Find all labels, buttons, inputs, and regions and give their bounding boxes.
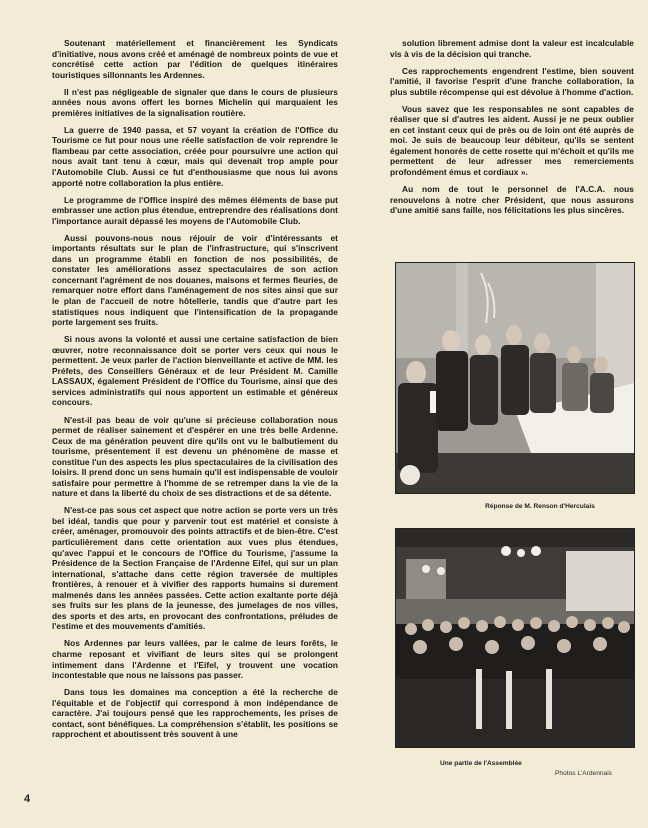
paragraph: Ces rapprochements engendrent l'estime, bien souvent l'amitié, il favorise l'esprit d'une franche collaboration, la plus subtile récompense qui est dévolue à l'homme d'action. [390, 65, 634, 97]
paragraph: N'est-il pas beau de voir qu'une si précieuse collaboration nous permet de réaliser sainement et d'espérer en une très belle Ardenne. Ceux de ma génération peuvent dire qu'ils ont vu le balbutiement du tourisme, présentement il est devenu un phénomène de masse et constitue l'un des aspects les plus spectaculaires de la civilisation des loisirs. Il prend donc un sens humain qu'il est indispensable de vouloir satisfaire pour permettre à l'homme de se retremper dans la vie de la nature et dans la liberté du choix de ses distractions et de sa détente. [52, 414, 338, 499]
right-text-column [390, 38, 634, 222]
speech-photo [395, 262, 635, 494]
paragraph: La guerre de 1940 passa, et 57 voyant la création de l'Office du Tourisme ce fut pour nous une réelle satisfaction de voir reprendre le flambeau par cette association, créée pour poursuivre une action qui nous avait tant tenu à cœur, mais qui devenait trop ample pour l'Automobile Club. Aussi ce fut d'enthousiasme que nous lui avons apporté notre collaboration la plus entière. [52, 124, 338, 188]
page-number: 4 [24, 793, 31, 805]
photo-credit: Photos L'Ardennais [555, 770, 612, 777]
paragraph: Si nous avons la volonté et aussi une certaine satisfaction de bien œuvrer, notre reconnaissance doit se porter vers ceux qui nous le permettent. Je veux parler de l'action bienveillante et active de MM. les Préfets, des Conseillers Généraux et de leur Président M. Camille LASSAUX, également Président de l'Office du Tourisme, ainsi que des services administratifs qui nous apportent un estimable et généreux concours. [52, 334, 338, 408]
paragraph: solution librement admise dont la valeur est incalculable vis à vis de la décision qui tranche. [390, 38, 634, 59]
photo-caption: Réponse de M. Renson d'Herculais [485, 503, 595, 510]
assembly-photo [395, 528, 635, 748]
photo-caption: Une partie de l'Assemblée [440, 760, 522, 767]
paragraph: Soutenant matériellement et financièrement les Syndicats d'initiative, nous avons créé et aménagé de nombreux points de vue et concrétisé cette action par l'édition de quelques itinéraires touristiques sillonnants les Ardennes. [52, 38, 338, 80]
speech-photo-illustration [396, 263, 634, 493]
paragraph: Aussi pouvons-nous nous réjouir de voir d'intéressants et importants résultats sur le plan de l'infrastructure, qui s'inscrivent dans un programme établi en fonction de nos possibilités, de constater les améliorations assez spectaculaires de son action concernant l'agrément de nos douanes, maisons et fermes fleuries, de remarquer notre effort dans l'aménagement de nos sites ainsi que sur le plan de l'accueil de notre hôtellerie, tandis que d'autre part les statistiques nous indiquent que l'intensification de la propagande porte largement ses fruits. [52, 232, 338, 328]
assembly-photo-illustration [396, 529, 634, 747]
paragraph: Le programme de l'Office inspiré des mêmes éléments de base put embrasser une action plus étendue, entreprendre des réalisations dont l'importance aurait dépassé les moyens de l'Automobile Club. [52, 194, 338, 226]
left-text-column [52, 38, 338, 746]
paragraph: Nos Ardennes par leurs vallées, par le calme de leurs forêts, le charme reposant et vivifiant de leurs sites qui se prolongent intimement dans l'Ardenne et l'Eifel, y trouvent une vocation incontestable que nous ne laissons pas passer. [52, 638, 338, 681]
paragraph: N'est-ce pas sous cet aspect que notre action se porte vers un très bel idéal, tandis que pour y parvenir tout est matériel et consiste à créer, aménager, promouvoir des points attractifs et de bien-être. C'est particulièrement dans cette orientation aux vues plus étendues, qu'avec l'appui et le concours de l'Office du Tourisme, j'assume la Présidence de la Section Française de l'Ardenne Eifel, qui sur un plan international, s'attache dans cette région traversée de multiples frontières, à renouer et à vivifier des rapports humains si durement malmenés dans les années passées. Cette action exaltante porte déjà ses fruits sur les plans de la jeunesse, des jumelages de nos villes, des sports et des arts, en provocant des confrontations, préludes de l'estime et des mouvements d'amitiés. [52, 505, 338, 632]
paragraph: Vous savez que les responsables ne sont capables de réaliser que si d'autres les aident. Aussi je ne peux oublier en cet instant ceux qui de près ou de loin ont été auprès de moi. Je suis de beaucoup leur débiteur, qu'ils se sentent également honorés de cette rosette qui m'échoit et qu'ils me permettent de leur adresser mes remerciements profondément émus et cordiaux ». [390, 103, 634, 178]
paragraph: Au nom de tout le personnel de l'A.C.A. nous renouvelons à notre cher Président, que nous assurons d'une amitié sans faille, nos félicitations les plus sincères. [390, 184, 634, 216]
paragraph: Dans tous les domaines ma conception a été la recherche de l'équitable et de l'objectif qui correspond à mon indépendance de caractère. J'ai toujours pensé que les rapprochements, les prises de contact, sont bénéfiques. La compréhension s'établit, les positions se rapprochent et aboutissent très souvent à une [52, 687, 338, 740]
paragraph: Il n'est pas négligeable de signaler que dans le cours de plusieurs années nous avons offert les bornes Michelin qui marquaient les premières initiatives de la signalisation routière. [52, 86, 338, 118]
